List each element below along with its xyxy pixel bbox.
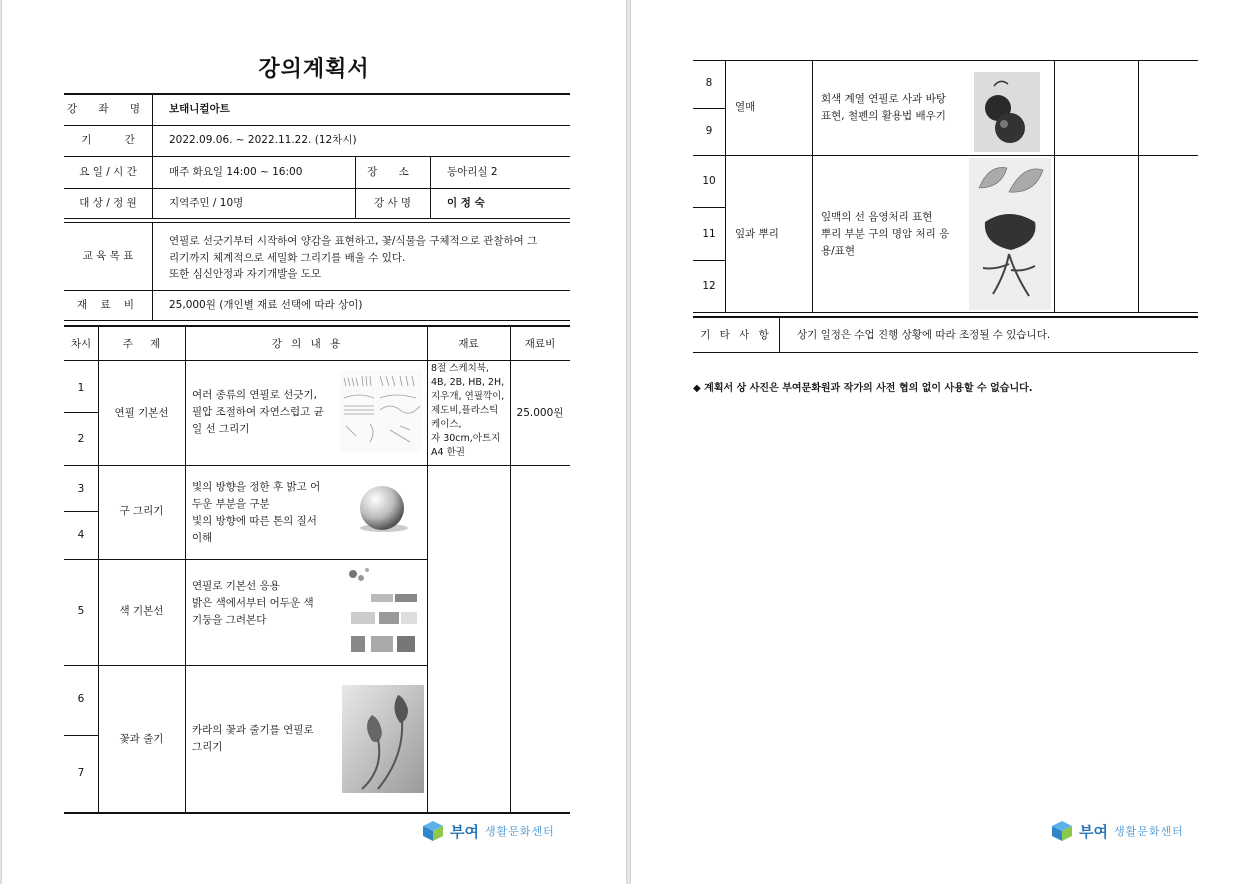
photo-usage-note: ◆ 계획서 상 사진은 부여문화원과 작가의 사전 협의 없이 사용할 수 없습니다. bbox=[693, 383, 1033, 394]
header-topic: 주 제 bbox=[122, 338, 161, 350]
calla-lily-drawing-image bbox=[342, 685, 424, 793]
etc-value: 상기 일정은 수업 진행 상황에 따라 조정될 수 있습니다. bbox=[797, 329, 1051, 341]
cube-logo-icon bbox=[422, 820, 444, 842]
logo-subtitle: 생활문화센터 bbox=[484, 825, 555, 838]
content-line: 카라의 꽃과 줄기를 연필로 bbox=[192, 724, 314, 736]
session-number: 7 bbox=[77, 767, 85, 779]
buyeo-center-logo bbox=[422, 820, 555, 842]
buyeo-center-logo bbox=[1051, 820, 1184, 842]
logo-name: 부여 bbox=[450, 822, 479, 841]
period-label: 기 간 bbox=[81, 134, 135, 146]
day-value: 매주 화요일 14:00 ~ 16:00 bbox=[169, 166, 303, 178]
session-number: 1 bbox=[77, 382, 85, 394]
apple-drawing-image bbox=[974, 72, 1040, 152]
place-label: 장 소 bbox=[367, 166, 418, 178]
period-value: 2022.09.06. ~ 2022.11.22. (12차시) bbox=[169, 134, 357, 146]
content-line: 그리기 bbox=[192, 741, 223, 753]
pencil-lines-image bbox=[340, 370, 422, 452]
logo-name: 부여 bbox=[1079, 822, 1108, 841]
course-value: 보태니컬아트 bbox=[169, 103, 230, 115]
fee-value-cell: 25.000원 bbox=[516, 407, 564, 419]
content-line: 회색 계열 연필로 사과 바탕 bbox=[821, 93, 946, 105]
logo-subtitle: 생활문화센터 bbox=[1113, 825, 1184, 838]
session-number: 11 bbox=[702, 228, 716, 240]
topic: 꽃과 줄기 bbox=[119, 733, 164, 745]
material-line: 제도비,플라스틱 bbox=[431, 405, 499, 416]
material-line: 케이스, bbox=[431, 419, 462, 430]
content-line: 필압 조절하여 자연스럽고 균 bbox=[192, 406, 324, 418]
topic: 구 그리기 bbox=[119, 505, 164, 517]
content-line: 빛의 방향을 정한 후 밝고 어 bbox=[192, 481, 321, 493]
topic: 색 기본선 bbox=[119, 605, 164, 617]
content-line: 용/표현 bbox=[821, 245, 855, 257]
topic: 연필 기본선 bbox=[114, 407, 169, 419]
material-line: A4 한권 bbox=[431, 447, 465, 458]
session-number: 2 bbox=[77, 433, 85, 445]
place-value: 동아리실 2 bbox=[447, 166, 498, 178]
session-number: 9 bbox=[705, 125, 713, 137]
material-line: 자 30cm,아트지 bbox=[431, 433, 501, 444]
content-line: 일 선 그리기 bbox=[192, 423, 250, 435]
cube-logo-icon bbox=[1051, 820, 1073, 842]
content-line: 이해 bbox=[192, 532, 213, 544]
topic: 잎과 뿌리 bbox=[735, 228, 779, 240]
topic: 열매 bbox=[735, 101, 756, 113]
content-line: 뿌리 부분 구의 명암 처리 응 bbox=[821, 228, 950, 240]
content-line: 표현, 철펜의 활용법 배우기 bbox=[821, 110, 946, 122]
goal-line: 연필로 선긋기부터 시작하여 양감을 표현하고, 꽃/식물을 구체적으로 관찰하여 그 bbox=[169, 235, 538, 247]
session-number: 3 bbox=[77, 483, 85, 495]
material-line: 8절 스케치북, bbox=[431, 363, 489, 374]
content-line: 두운 부분을 구분 bbox=[192, 498, 270, 510]
page-title: 강의계획서 bbox=[258, 57, 370, 82]
content-line: 여러 종류의 연필로 선긋기, bbox=[192, 389, 317, 401]
session-number: 10 bbox=[702, 175, 716, 187]
session-number: 12 bbox=[702, 280, 716, 292]
teacher-value: 이 정 숙 bbox=[447, 197, 485, 209]
course-label: 강 좌 명 bbox=[66, 103, 150, 115]
page-2 bbox=[631, 0, 1254, 884]
header-fee: 재료비 bbox=[524, 338, 556, 350]
content-line: 밝은 색에서부터 어두운 색 bbox=[192, 597, 314, 609]
target-value: 지역주민 / 10명 bbox=[169, 197, 244, 209]
header-content: 강 의 내 용 bbox=[271, 338, 341, 350]
content-line: 기둥을 그려본다 bbox=[192, 614, 267, 626]
content-line: 빛의 방향에 따른 톤의 질서 bbox=[192, 515, 317, 527]
etc-label: 기 타 사 항 bbox=[700, 329, 772, 341]
teacher-label: 강 사 명 bbox=[373, 197, 412, 209]
material-line: 지우개, 연필깍이, bbox=[431, 391, 505, 402]
header-session: 차시 bbox=[70, 338, 92, 350]
header-material: 재료 bbox=[458, 338, 479, 350]
page-1 bbox=[2, 0, 626, 884]
fee-value: 25,000원 (개인별 재료 선택에 따라 상이) bbox=[169, 299, 363, 311]
content-line: 연필로 기본선 응용 bbox=[192, 580, 280, 592]
sphere-drawing-image bbox=[354, 484, 412, 534]
fee-label: 재 료 비 bbox=[76, 299, 140, 311]
material-line: 4B, 2B, HB, 2H, bbox=[431, 377, 505, 388]
goal-line: 또한 심신안정과 자기개발을 도모 bbox=[169, 268, 322, 280]
goal-line: 리기까지 체계적으로 세밀화 그리기를 배울 수 있다. bbox=[169, 252, 406, 264]
content-line: 잎맥의 선 음영처리 표현 bbox=[821, 211, 933, 223]
session-number: 8 bbox=[705, 77, 713, 89]
leaf-root-drawing-image bbox=[969, 158, 1051, 310]
tone-practice-image bbox=[345, 566, 423, 662]
goal-label: 교 육 목 표 bbox=[82, 250, 134, 262]
session-number: 4 bbox=[77, 529, 85, 541]
target-label: 대 상 / 정 원 bbox=[79, 197, 137, 209]
session-number: 5 bbox=[77, 605, 85, 617]
day-label: 요 일 / 시 간 bbox=[79, 166, 137, 178]
session-number: 6 bbox=[77, 693, 85, 705]
